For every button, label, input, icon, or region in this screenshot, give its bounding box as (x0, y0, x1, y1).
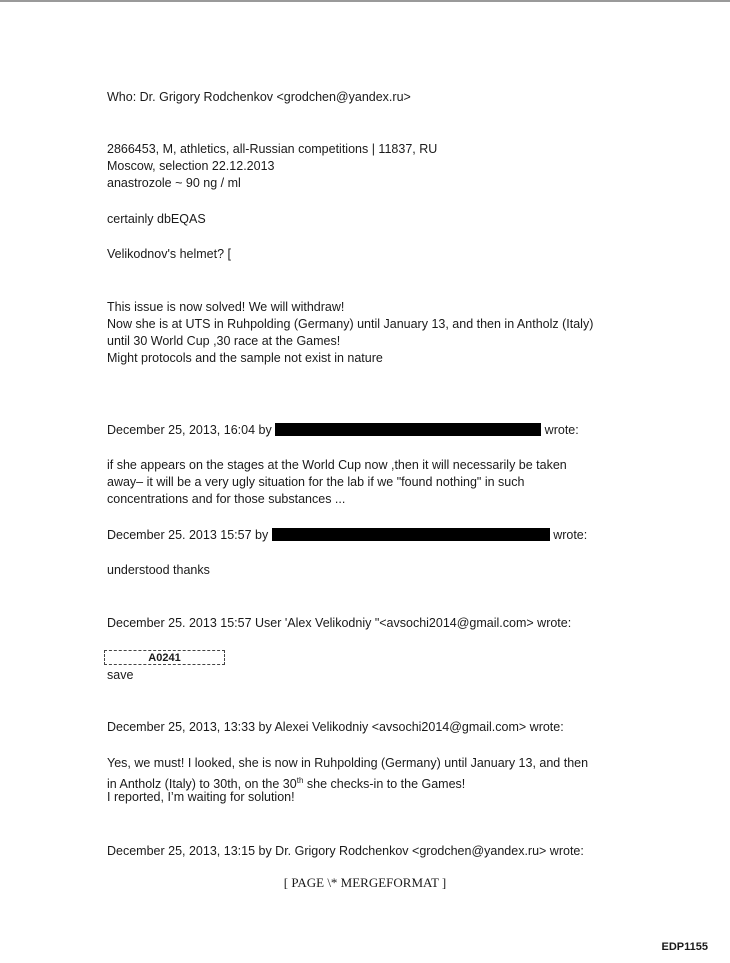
msg-solved-line-2: Now she is at UTS in Ruhpolding (Germany) until January 13, and then in Antholz (Italy) (107, 317, 594, 331)
msg-solved-line-1: This issue is now solved! We will withdraw! (107, 300, 345, 314)
msg-save: save (107, 668, 134, 682)
email-header-1557-redacted (107, 527, 587, 544)
msg-solved-line-4: Might protocols and the sample not exist in nature (107, 351, 383, 365)
note-helmet: Velikodnov's helmet? [ (107, 247, 231, 261)
msg-yes-line-1: Yes, we must! I looked, she is now in Ruhpolding (Germany) until January 13, and then (107, 756, 589, 770)
note-dbeqas: certainly dbEQAS (107, 212, 206, 226)
msg-worldcup-line-2: away– it will be a very ugly situation for the lab if we "found nothing" in such (107, 475, 525, 489)
page-field-footer: [ PAGE \* MERGEFORMAT ] (283, 875, 447, 890)
msg-worldcup-line-3: concentrations and for those substances ... (107, 492, 346, 506)
email-header-suffix: wrote: (553, 528, 588, 542)
email-header-1557-user: December 25. 2013 15:57 User 'Alex Velikodniy "<avsochi2014@gmail.com> wrote: (107, 616, 572, 630)
superscript-th: th (296, 776, 304, 785)
header-who-line: Who: Dr. Grigory Rodchenkov <grodchen@yandex.ru> (107, 90, 411, 104)
msg-worldcup-line-1: if she appears on the stages at the World Cup now ,then it will necessarily be taken (107, 458, 567, 472)
top-border (0, 0, 730, 2)
bates-number: EDP1155 (661, 941, 708, 953)
sample-line-3: anastrozole ~ 90 ng / ml (107, 176, 241, 190)
exhibit-label-box: A0241 (104, 650, 225, 665)
email-header-prefix: December 25. 2013 15:57 by (107, 528, 269, 542)
msg-yes-line-2-pre: in Antholz (Italy) to 30th, on the 30 (107, 777, 297, 792)
sample-line-1: 2866453, M, athletics, all-Russian competitions | 11837, RU (107, 142, 438, 156)
email-header-1333: December 25, 2013, 13:33 by Alexei Velikodniy <avsochi2014@gmail.com> wrote: (107, 720, 564, 734)
msg-yes-line-2-post: she checks-in to the Games! (303, 777, 466, 792)
email-header-suffix: wrote: (544, 423, 579, 437)
email-header-1604 (107, 422, 579, 439)
redaction-bar (272, 528, 550, 541)
email-header-1315: December 25, 2013, 13:15 by Dr. Grigory Rodchenkov <grodchen@yandex.ru> wrote: (107, 844, 584, 858)
msg-understood: understood thanks (107, 563, 210, 577)
msg-yes-line-3: I reported, I’m waiting for solution! (107, 790, 295, 804)
redaction-bar (275, 423, 541, 436)
sample-line-2: Moscow, selection 22.12.2013 (107, 159, 275, 173)
email-header-prefix: December 25, 2013, 16:04 by (107, 423, 272, 437)
msg-solved-line-3: until 30 World Cup ,30 race at the Games! (107, 334, 341, 348)
